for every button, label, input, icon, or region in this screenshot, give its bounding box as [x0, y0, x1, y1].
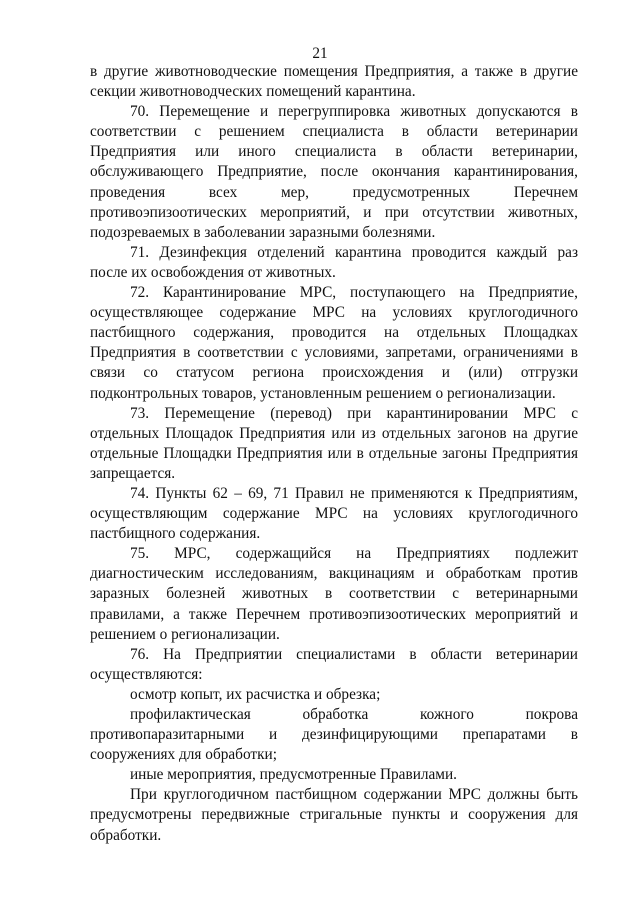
- paragraph-76: 76. На Предприятии специалистами в области ветеринарии осуществляются:: [90, 645, 578, 683]
- paragraph-continuation: в другие животноводческие помещения Предприятия, а также в другие секции животноводческих помещений карантина.: [90, 63, 578, 101]
- page-number: 21: [312, 45, 328, 62]
- document-body: [90, 62, 578, 846]
- paragraph-70: 70. Перемещение и перегруппировка животных допускаются в соответствии с решением специалиста в области ветеринарии Предприятия или иного специалиста в области ветеринарии, обслуживающего Предприятие, после окончания карантинирования, проведения всех мер, предусмотренных Перечнем противоэпизоотических мероприятий, и при отсутствии животных, подозреваемых в заболевании заразными болезнями.: [90, 103, 578, 241]
- paragraph-71: 71. Дезинфекция отделений карантина проводится каждый раз после их освобождения от животных.: [90, 243, 578, 281]
- list-item-other-measures: иные мероприятия, предусмотренные Правилами.: [130, 766, 457, 784]
- list-item-skin-treatment: профилактическая обработка кожного покрова противопаразитарными и дезинфицирующими препаратами в сооружениях для обработки;: [90, 706, 578, 764]
- paragraph-72: 72. Карантинирование МРС, поступающего на Предприятие, осуществляющее содержание МРС на условиях круглогодичного пастбищного содержания, проводится на отдельных Площадках Предприятия в соответствии с условиями, запретами, ограничениями в связи со статусом региона происхождения и (или) отгрузки подконтрольных товаров, установленным решением о регионализации.: [90, 284, 578, 402]
- paragraph-pasture-facilities: При круглогодичном пастбищном содержании МРС должны быть предусмотрены передвижные стригальные пункты и сооружения для обработки.: [90, 786, 578, 844]
- paragraph-75: 75. МРС, содержащийся на Предприятиях подлежит диагностическим исследованиям, вакцинациям и обработкам против заразных болезней животных в соответствии с ветеринарными правилами, а также Перечнем противоэпизоотических мероприятий и решением о регионализации.: [90, 545, 578, 643]
- list-item-hoof-care: осмотр копыт, их расчистка и обрезка;: [130, 685, 381, 703]
- paragraph-73: 73. Перемещение (перевод) при карантинировании МРС с отдельных Площадок Предприятия или из отдельных загонов на другие отдельные Площадки Предприятия или в отдельные загоны Предприятия запрещается.: [90, 404, 578, 482]
- paragraph-74: 74. Пункты 62 – 69, 71 Правил не применяются к Предприятиям, осуществляющим содержание МРС на условиях круглогодичного пастбищного содержания.: [90, 484, 578, 543]
